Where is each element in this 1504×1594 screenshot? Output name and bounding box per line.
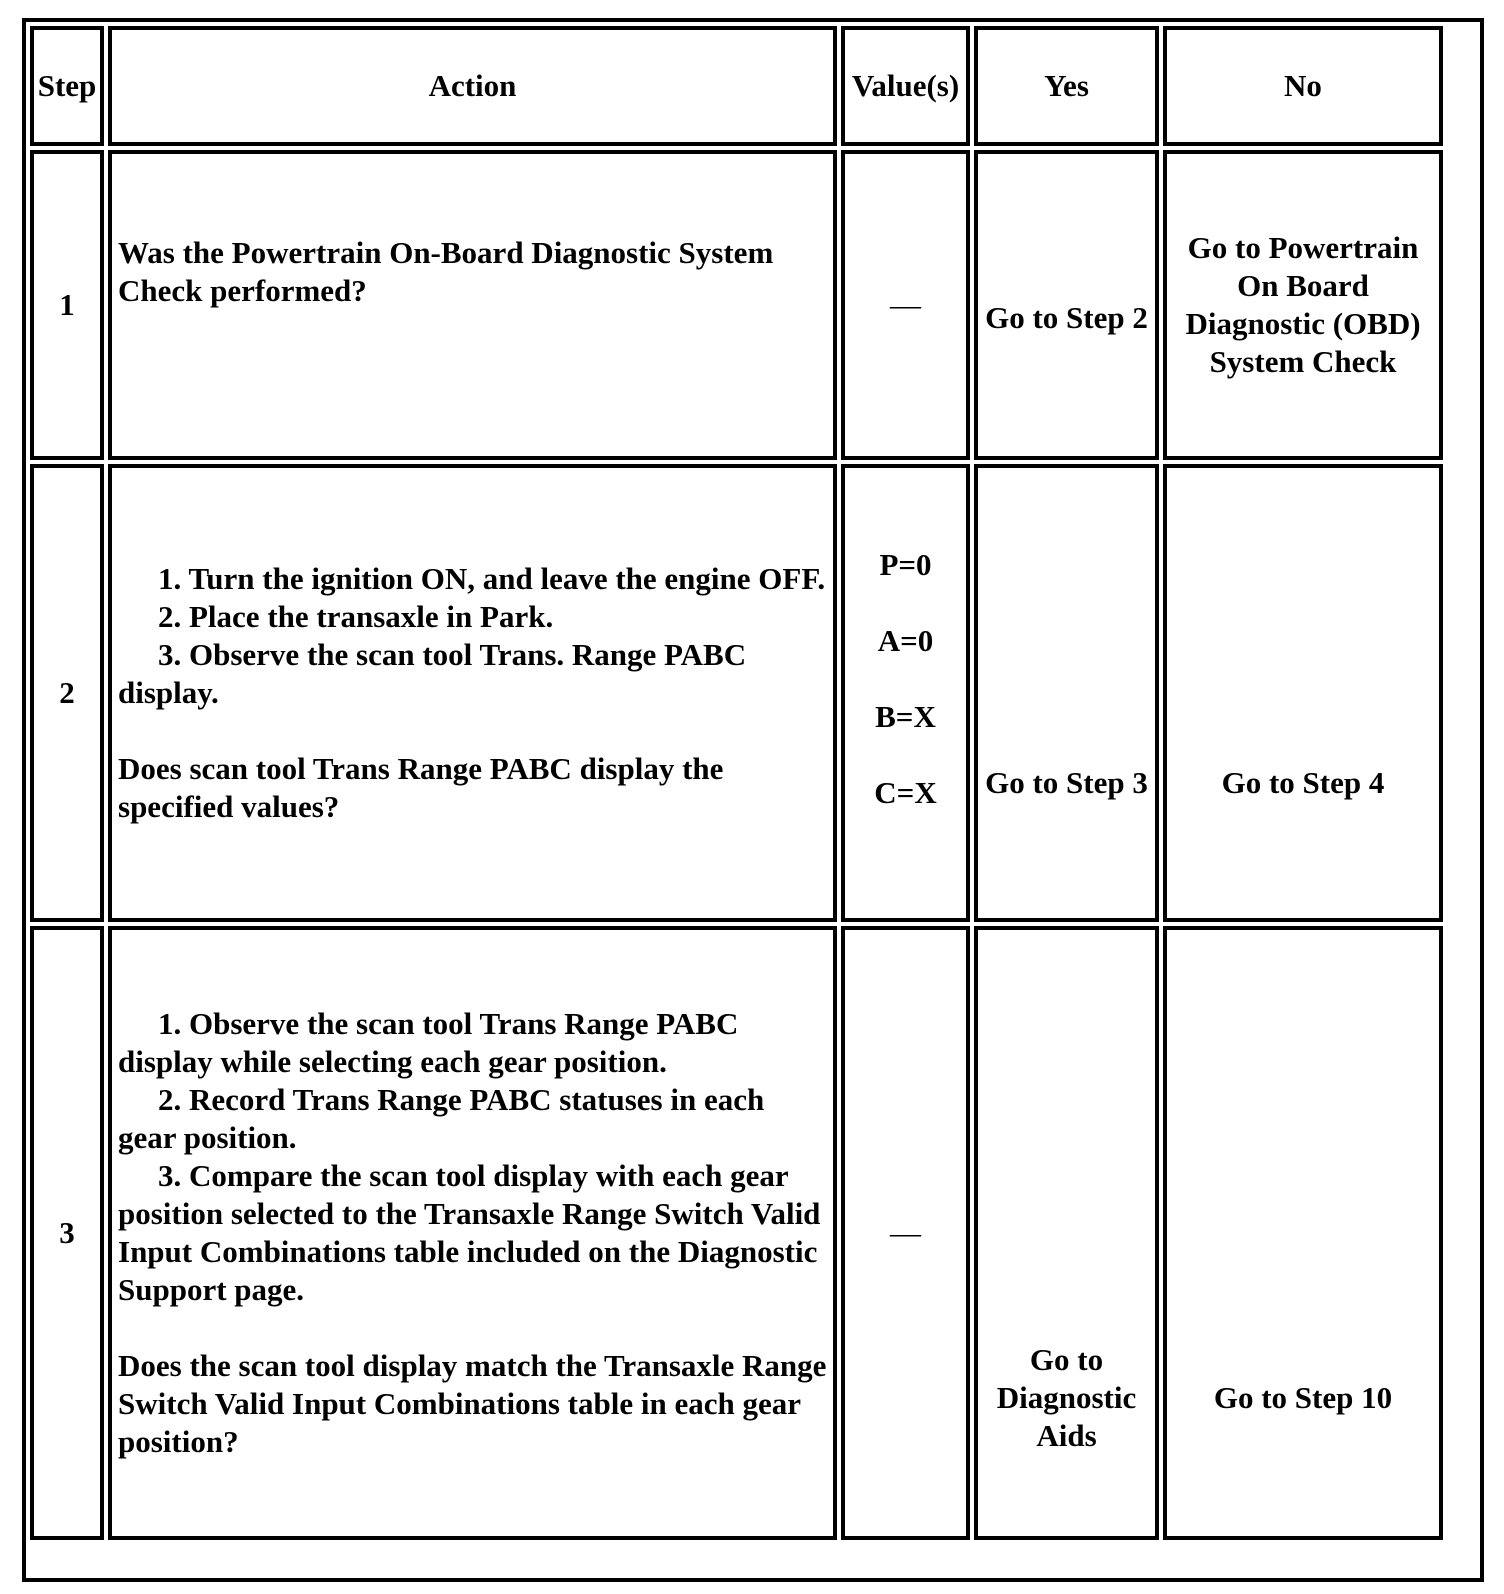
row-3-no-link[interactable]: Go to Step 10 [1213, 1380, 1393, 1415]
header-action [108, 26, 837, 146]
row-2-yes [974, 464, 1159, 922]
row-3-action [108, 926, 837, 1540]
row-1-value-text: — [890, 287, 921, 322]
row-2-value-a: A=0 [877, 623, 934, 658]
row-3-substep: 1. Observe the scan tool Trans Range PABC display while selecting each gear position. [118, 1006, 739, 1079]
row-3-yes-link[interactable]: Go to Diagnostic Aids [996, 1342, 1137, 1453]
header-yes-label: Yes [1044, 68, 1089, 103]
row-1-question: Was the Powertrain On-Board Diagnostic System Check performed? [118, 235, 774, 308]
row-3-step [30, 926, 104, 1540]
header-values-label: Value(s) [851, 68, 960, 103]
row-3-step-number: 3 [59, 1215, 75, 1250]
header-no [1163, 26, 1443, 146]
row-1-step-number: 1 [59, 287, 75, 322]
row-2-yes-link[interactable]: Go to Step 3 [985, 765, 1148, 800]
row-1-action [108, 150, 837, 460]
header-no-label: No [1284, 68, 1322, 103]
row-2-no-link[interactable]: Go to Step 4 [1221, 765, 1385, 800]
row-2-substep: 3. Observe the scan tool Trans. Range PABC display. [118, 637, 747, 710]
row-2-substep: 2. Place the transaxle in Park. [158, 599, 554, 634]
row-3-value-text: — [890, 1215, 921, 1250]
row-3-no [1163, 926, 1443, 1540]
row-1-no [1163, 150, 1443, 460]
row-2-action [108, 464, 837, 922]
row-3-substep: 3. Compare the scan tool display with each gear position selected to the Transaxle Range Switch Valid Input Combinations table included on the Diagnostic Support page. [118, 1158, 821, 1307]
row-1-yes [974, 150, 1159, 460]
header-yes [974, 26, 1159, 146]
row-1-value [841, 150, 970, 460]
header-values [841, 26, 970, 146]
row-1-yes-link[interactable]: Go to Step 2 [985, 300, 1148, 335]
row-2-step-number: 2 [59, 675, 75, 710]
row-2-value-c: C=X [874, 775, 937, 810]
row-2-value-p: P=0 [879, 547, 932, 582]
header-step [30, 26, 104, 146]
row-3-yes [974, 926, 1159, 1540]
row-2-substep: 1. Turn the ignition ON, and leave the engine OFF. [158, 561, 826, 596]
row-1-no-link[interactable]: Go to Powertrain On Board Diagnostic (OBD) System Check [1185, 230, 1421, 379]
row-3-step-list [118, 1005, 829, 1309]
row-2-question: Does scan tool Trans Range PABC display the specified values? [118, 751, 724, 824]
row-3-question: Does the scan tool display match the Transaxle Range Switch Valid Input Combinations table in each gear position? [118, 1348, 827, 1459]
row-2-no [1163, 464, 1443, 922]
row-2-value-b: B=X [875, 699, 936, 734]
row-2-step [30, 464, 104, 922]
row-3-substep: 2. Record Trans Range PABC statuses in each gear position. [118, 1082, 765, 1155]
header-step-label: Step [37, 68, 97, 103]
row-2-values [841, 464, 970, 922]
header-action-label: Action [428, 68, 517, 103]
row-2-step-list [118, 560, 829, 712]
row-3-value [841, 926, 970, 1540]
row-1-step [30, 150, 104, 460]
